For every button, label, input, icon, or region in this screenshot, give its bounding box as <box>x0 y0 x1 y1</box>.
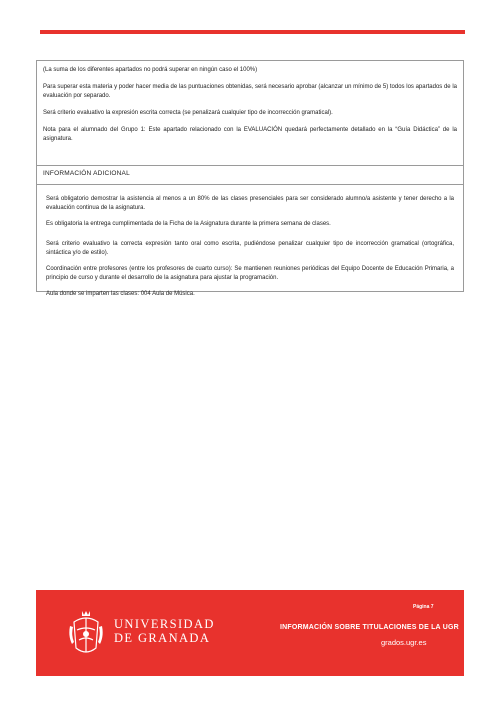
evaluation-note: Nota para el alumnado del Grupo 1: Este apartado relacionado con la EVALUACIÓN quedará perfectamente detallado en la “Guía Didáctica” de la asignatura. <box>43 127 457 142</box>
university-name-line1: UNIVERSIDAD <box>114 617 215 631</box>
university-seal-icon <box>66 608 106 658</box>
evaluation-note: Será criterio evaluativo la expresión escrita correcta (se penalizará cualquier tipo de incorrección gramatical). <box>43 110 333 116</box>
additional-info-paragraph: Es obligatoria la entrega cumplimentada de la Ficha de la Asignatura durante la primera semana de clases. <box>46 221 331 227</box>
page-number: Página 7 <box>413 604 434 610</box>
additional-info-paragraph: Será criterio evaluativo la correcta expresión tanto oral como escrita, pudiéndose penalizar cualquier tipo de incorrección gramatical (ortográfica, sintáctica y/o de estilo). <box>46 241 454 256</box>
degrees-info-title: INFORMACIÓN SOBRE TITULACIONES DE LA UGR <box>280 624 459 631</box>
additional-info-paragraph: Aula donde se imparten las clases: 004 Aula de Música. <box>46 291 195 297</box>
evaluation-note: (La suma de los diferentes apartados no podrá superar en ningún caso el 100%) <box>43 67 258 73</box>
top-red-rule <box>40 30 465 34</box>
additional-info-cell <box>37 185 463 306</box>
additional-info-paragraph: Será obligatorio demostrar la asistencia al menos a un 80% de las clases presenciales para ser considerado alumno/a asistente y tener derecho a la evaluación continua de la asignatura. <box>46 196 454 211</box>
page-footer <box>36 590 464 676</box>
evaluation-note: Para superar esta materia y poder hacer media de las puntuaciones obtenidas, será necesario aprobar (alcanzar un mínimo de 5) todos los apartados de la evaluación por separado. <box>43 84 457 99</box>
evaluation-table <box>36 60 464 297</box>
degrees-website-link[interactable]: grados.ugr.es <box>381 638 427 647</box>
university-name <box>114 617 215 645</box>
university-name-line2: DE GRANADA <box>114 631 211 645</box>
evaluation-notes-cell <box>37 61 463 166</box>
additional-info-paragraph: Coordinación entre profesores (entre los profesores de cuarto curso): Se mantienen reuniones periódicas del Equipo Docente de Educación Primaria, a principio de curso y durante el desarrollo de la asignatura para ajustar la programación. <box>46 266 454 281</box>
additional-info-heading: INFORMACIÓN ADICIONAL <box>37 166 463 185</box>
